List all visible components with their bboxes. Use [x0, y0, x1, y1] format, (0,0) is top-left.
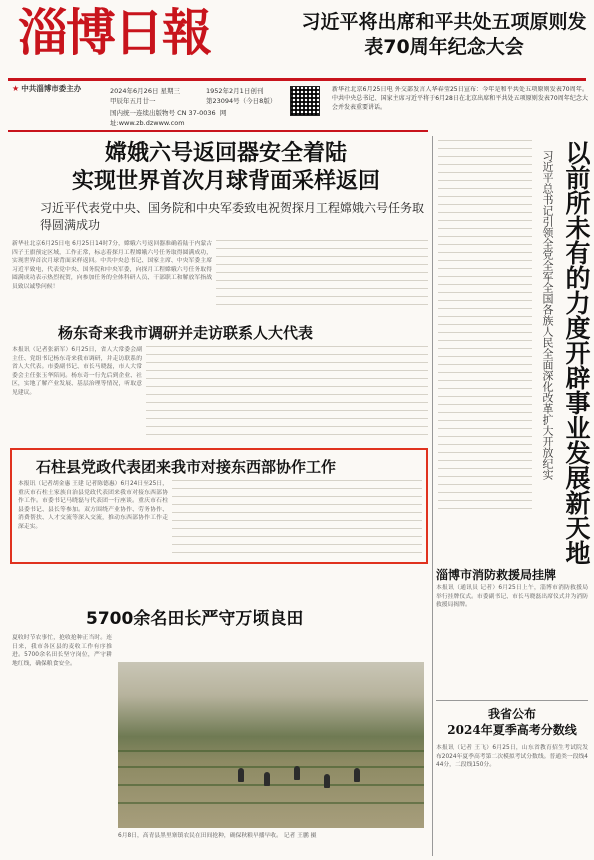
- field-row: [118, 766, 424, 768]
- fire-rescue-body: 本报讯（通讯员 记者）6月25日上午，淄博市消防救援局举行挂牌仪式。市委副书记、市长马晓磊出席仪式并为消防救援局揭牌。: [436, 585, 588, 609]
- masthead-logo: 淄博日報: [18, 3, 210, 62]
- gaokao-title: 我省公布 2024年夏季高考分数线: [447, 707, 577, 737]
- field-row: [118, 784, 424, 786]
- party-emblem-icon: ★: [12, 84, 20, 93]
- story4-body: 夏收时节农事忙，抢收抢种正当时。连日来，我市各区县的麦收工作有序推进。5700余名田长坚守岗位，严守耕地红线，确保粮食安全。: [12, 635, 112, 667]
- feature-vertical-subtitle: 习近平总书记引领全党全军全国各族人民全面深化改革扩大开放纪实: [541, 150, 554, 480]
- party-line: ★ 中共淄博市委主办: [12, 84, 82, 93]
- field-row: [118, 750, 424, 752]
- farmer-figure: [238, 768, 244, 782]
- fire-rescue-title: 淄博市消防救援局挂牌: [436, 568, 557, 582]
- feature-vertical-title: 以前所未有的力度开辟事业发展新天地: [562, 140, 591, 565]
- field-row: [118, 802, 424, 804]
- gaokao-body: 本报讯（记者 王飞）6月25日，山东省教育招生考试院发布2024年夏季高考第二次模拟考试分数线。普通类一段线444分，二段线150分。: [436, 745, 588, 769]
- photo-caption: 6月8日，高青县黑里寨镇农民在田间抢种，确保秋粮早播早收。 记者 王鹏 摄: [118, 833, 317, 839]
- lead-body: 新华社北京6月25日电 6月25日14时7分，嫦娥六号返回器准确着陆于内蒙古四子王旗预定区域，工作正常，标志着探月工程嫦娥六号任务取得圆满成功，实现世界首次月球背面采样返回。中共中央总书记、国家主席、中央军委主席习近平致电，代表党中央、国务院和中央军委，向探月工程嫦娥六号任务取得圆满成功表示热烈祝贺，向参加任务的全体科研人员、干部职工和解放军指战员致以诚挚问候！: [12, 241, 212, 290]
- right-feature-body: [438, 140, 532, 510]
- issue-info-2: 1952年2月1日创刊 第23094号（今日8版）: [206, 87, 277, 105]
- story2-body-continued: [146, 346, 428, 442]
- farmer-figure: [354, 768, 360, 782]
- lead-body-continued: [216, 240, 428, 308]
- story4-headline: 5700余名田长严守万顷良田: [86, 609, 304, 629]
- masthead-divider: [8, 78, 586, 81]
- lead-subhead: 习近平代表党中央、国务院和中央军委致电祝贺探月工程嫦娥六号任务取得圆满成功: [40, 201, 425, 232]
- section-divider: [8, 130, 428, 132]
- farm-photo: [118, 662, 424, 828]
- farmer-figure: [264, 772, 270, 786]
- lead-headline: 嫦娥六号返回器安全着陆 实现世界首次月球背面采样返回: [71, 141, 380, 194]
- story2-body: 本报讯（记者张新军）6月25日，省人大常委会副主任、党组书记杨东奇来我市调研，并走访联系的省人大代表。市委副书记、市长马晓磊，市人大常委会主任张玉华陪同。杨东奇一行先后到企业、社区，实地了解产业发展、基层治理等情况，听取意见建议。: [12, 347, 142, 396]
- story3-body-continued: [172, 480, 422, 558]
- qr-code: [290, 86, 320, 116]
- farmer-figure: [324, 774, 330, 788]
- story3-body: 本报讯（记者胡金惠 王建 记者陈德惠）6月24日至25日，重庆市石柱土家族自治县党政代表团来我市对接东西部协作工作。市委书记马晓磊与代表团一行座谈。重庆市石柱县委书记、县长等参加。双方围绕产业协作、劳务协作、消费帮扶、人才交流等深入交流，推动东西部协作工作走深走实。: [18, 481, 168, 530]
- section-rule: [436, 700, 588, 701]
- column-rule: [432, 136, 433, 856]
- issue-info: 2024年6月26日 星期三 甲辰年五月廿一: [110, 87, 181, 105]
- cn-line: 国内统一连续出版物号 CN 37-0036 网址:www.zb.dzwww.com: [110, 109, 227, 127]
- story3-headline: 石柱县党政代表团来我市对接东西部协作工作: [36, 458, 337, 476]
- top-right-brief: 新华社北京6月25日电 外交部发言人华春莹25日宣布：今年是和平共处五项原则发表70周年。中共中央总书记、国家主席习近平将于6月28日在北京出席和平共处五项原则发表70周年纪念大会并发表重要讲话。: [332, 86, 588, 111]
- farmer-figure: [294, 766, 300, 780]
- story2-headline: 杨东奇来我市调研并走访联系人大代表: [58, 324, 314, 342]
- top-headline: 习近平将出席和平共处五项原则发表70周年纪念大会: [301, 11, 587, 58]
